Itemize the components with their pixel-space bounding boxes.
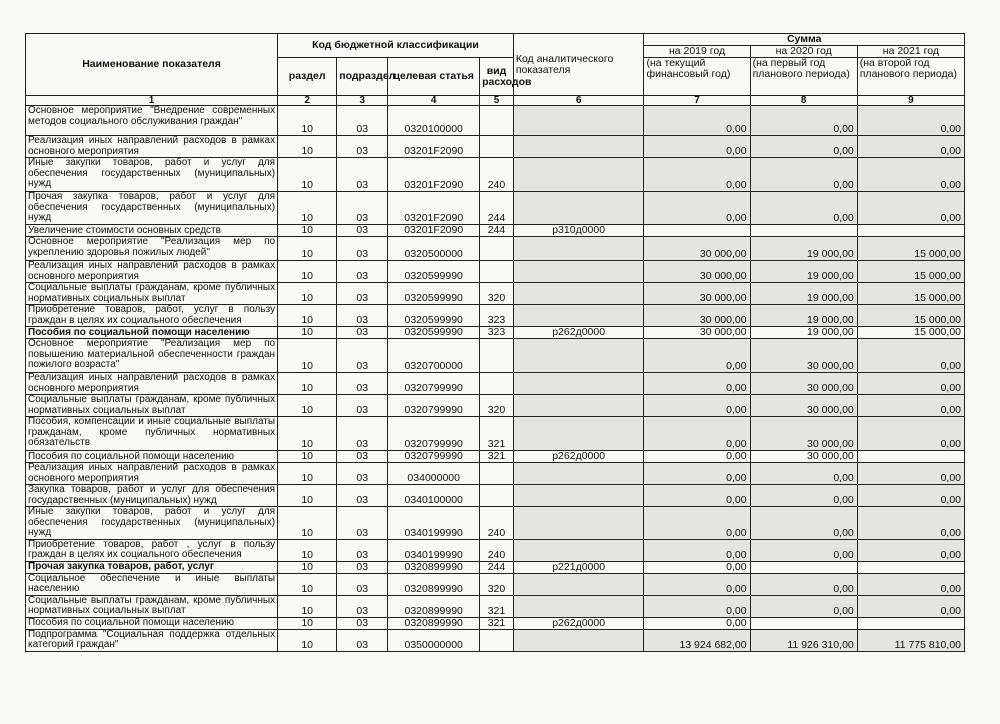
row-vid: 321 bbox=[480, 595, 514, 617]
row-razdel: 10 bbox=[278, 283, 337, 305]
row-razdel: 10 bbox=[278, 225, 337, 237]
row-analytic bbox=[513, 485, 644, 507]
header-2021: на 2021 год bbox=[857, 46, 964, 58]
row-razdel: 10 bbox=[278, 507, 337, 540]
row-sum-2021: 0,00 bbox=[857, 595, 964, 617]
row-sum-2019 bbox=[644, 225, 750, 237]
row-tselevaya: 0320599990 bbox=[388, 305, 480, 327]
row-sum-2021: 0,00 bbox=[857, 395, 964, 417]
row-podrazdel: 03 bbox=[337, 573, 388, 595]
row-sum-2019: 0,00 bbox=[644, 463, 750, 485]
row-sum-2021: 0,00 bbox=[857, 539, 964, 561]
row-sum-2021: 0,00 bbox=[857, 485, 964, 507]
row-vid bbox=[480, 373, 514, 395]
table-row bbox=[26, 327, 965, 339]
row-vid: 321 bbox=[480, 451, 514, 463]
row-podrazdel: 03 bbox=[337, 395, 388, 417]
row-podrazdel: 03 bbox=[337, 225, 388, 237]
row-podrazdel: 03 bbox=[337, 327, 388, 339]
row-sum-2020: 19 000,00 bbox=[750, 283, 857, 305]
row-podrazdel: 03 bbox=[337, 417, 388, 451]
row-sum-2019: 0,00 bbox=[644, 192, 750, 225]
row-sum-2019: 30 000,00 bbox=[644, 327, 750, 339]
row-name: Иные закупки товаров, работ и услуг для обеспечения государственных (муниципальных) нужд bbox=[26, 158, 278, 192]
row-razdel: 10 bbox=[278, 539, 337, 561]
row-podrazdel: 03 bbox=[337, 192, 388, 225]
row-analytic bbox=[513, 573, 644, 595]
row-sum-2019: 13 924 682,00 bbox=[644, 629, 750, 651]
table-row bbox=[26, 373, 965, 395]
table-row bbox=[26, 539, 965, 561]
col-number: 4 bbox=[388, 96, 480, 106]
table-row bbox=[26, 617, 965, 629]
row-podrazdel: 03 bbox=[337, 305, 388, 327]
table-row bbox=[26, 192, 965, 225]
row-sum-2021: 0,00 bbox=[857, 158, 964, 192]
row-tselevaya: 0340199990 bbox=[388, 539, 480, 561]
row-podrazdel: 03 bbox=[337, 237, 388, 261]
row-sum-2019: 0,00 bbox=[644, 158, 750, 192]
row-sum-2020: 30 000,00 bbox=[750, 417, 857, 451]
row-tselevaya: 0320899990 bbox=[388, 617, 480, 629]
header-tselevaya: целевая статья bbox=[388, 58, 480, 96]
row-sum-2021: 11 775 810,00 bbox=[857, 629, 964, 651]
row-podrazdel: 03 bbox=[337, 339, 388, 373]
row-name: Подпрограмма "Социальная поддержка отдельных категорий граждан" bbox=[26, 629, 278, 651]
row-sum-2020: 11 926 310,00 bbox=[750, 629, 857, 651]
row-sum-2019: 0,00 bbox=[644, 573, 750, 595]
row-sum-2020: 30 000,00 bbox=[750, 373, 857, 395]
header-2019: на 2019 год bbox=[644, 46, 750, 58]
row-name: Иные закупки товаров, работ и услуг для обеспечения государственных (муниципальных) нужд bbox=[26, 507, 278, 540]
row-sum-2020: 19 000,00 bbox=[750, 261, 857, 283]
row-razdel: 10 bbox=[278, 573, 337, 595]
row-podrazdel: 03 bbox=[337, 561, 388, 573]
header-vid: вид расходов bbox=[480, 58, 514, 96]
row-razdel: 10 bbox=[278, 463, 337, 485]
row-sum-2019: 0,00 bbox=[644, 339, 750, 373]
row-vid: 320 bbox=[480, 573, 514, 595]
row-sum-2019: 0,00 bbox=[644, 561, 750, 573]
row-sum-2021: 0,00 bbox=[857, 192, 964, 225]
row-sum-2020 bbox=[750, 617, 857, 629]
row-podrazdel: 03 bbox=[337, 283, 388, 305]
col-number: 7 bbox=[644, 96, 750, 106]
row-analytic bbox=[513, 237, 644, 261]
table-row bbox=[26, 485, 965, 507]
row-tselevaya: 034000000 bbox=[388, 463, 480, 485]
table-row bbox=[26, 237, 965, 261]
row-razdel: 10 bbox=[278, 158, 337, 192]
row-sum-2021: 0,00 bbox=[857, 339, 964, 373]
table-row bbox=[26, 305, 965, 327]
row-sum-2021: 0,00 bbox=[857, 417, 964, 451]
row-tselevaya: 0350000000 bbox=[388, 629, 480, 651]
row-tselevaya: 03201F2090 bbox=[388, 158, 480, 192]
row-razdel: 10 bbox=[278, 327, 337, 339]
row-name: Основное мероприятие "Реализация мер по повышению материальной обеспеченности граждан пожилого возраста" bbox=[26, 339, 278, 373]
row-razdel: 10 bbox=[278, 106, 337, 136]
table-row bbox=[26, 573, 965, 595]
row-sum-2020 bbox=[750, 561, 857, 573]
row-name: Основное мероприятие "Внедрение современных методов социального обслуживания граждан" bbox=[26, 106, 278, 136]
row-tselevaya: 0340100000 bbox=[388, 485, 480, 507]
row-vid: 323 bbox=[480, 327, 514, 339]
row-analytic: р221д0000 bbox=[513, 561, 644, 573]
row-vid: 323 bbox=[480, 305, 514, 327]
row-sum-2020: 19 000,00 bbox=[750, 327, 857, 339]
row-analytic: р262д0000 bbox=[513, 451, 644, 463]
row-sum-2020: 0,00 bbox=[750, 136, 857, 158]
row-podrazdel: 03 bbox=[337, 451, 388, 463]
row-podrazdel: 03 bbox=[337, 106, 388, 136]
row-analytic: р310д0000 bbox=[513, 225, 644, 237]
row-sum-2019: 0,00 bbox=[644, 417, 750, 451]
row-analytic bbox=[513, 192, 644, 225]
row-podrazdel: 03 bbox=[337, 261, 388, 283]
row-tselevaya: 0320100000 bbox=[388, 106, 480, 136]
row-razdel: 10 bbox=[278, 451, 337, 463]
row-tselevaya: 0320899990 bbox=[388, 595, 480, 617]
header-2019-sub: (на текущий финансовый год) bbox=[644, 58, 750, 96]
row-analytic: р262д0000 bbox=[513, 617, 644, 629]
row-sum-2021: 0,00 bbox=[857, 373, 964, 395]
header-budget-class: Код бюджетной классификации bbox=[278, 34, 514, 58]
row-sum-2021: 0,00 bbox=[857, 507, 964, 540]
col-number: 1 bbox=[26, 96, 278, 106]
row-sum-2019: 0,00 bbox=[644, 373, 750, 395]
row-podrazdel: 03 bbox=[337, 158, 388, 192]
row-sum-2020: 19 000,00 bbox=[750, 305, 857, 327]
row-sum-2019: 0,00 bbox=[644, 451, 750, 463]
row-razdel: 10 bbox=[278, 192, 337, 225]
table-row bbox=[26, 595, 965, 617]
row-sum-2019: 0,00 bbox=[644, 617, 750, 629]
row-name: Увеличение стоимости основных средств bbox=[26, 225, 278, 237]
table-row bbox=[26, 225, 965, 237]
row-name: Пособия, компенсации и иные социальные выплаты гражданам, кроме публичных нормативных обязательств bbox=[26, 417, 278, 451]
row-name: Пособия по социальной помощи населению bbox=[26, 451, 278, 463]
row-analytic bbox=[513, 507, 644, 540]
row-sum-2021: 15 000,00 bbox=[857, 327, 964, 339]
row-vid bbox=[480, 136, 514, 158]
row-sum-2021 bbox=[857, 561, 964, 573]
row-sum-2019: 30 000,00 bbox=[644, 305, 750, 327]
row-vid bbox=[480, 237, 514, 261]
row-vid: 321 bbox=[480, 417, 514, 451]
header-analytic: Код аналитического показателя bbox=[513, 34, 644, 96]
row-tselevaya: 0320500000 bbox=[388, 237, 480, 261]
row-tselevaya: 0320599990 bbox=[388, 261, 480, 283]
row-vid: 240 bbox=[480, 507, 514, 540]
table-row bbox=[26, 417, 965, 451]
table-row bbox=[26, 106, 965, 136]
row-razdel: 10 bbox=[278, 417, 337, 451]
row-vid: 321 bbox=[480, 617, 514, 629]
row-razdel: 10 bbox=[278, 136, 337, 158]
row-analytic: р262д0000 bbox=[513, 327, 644, 339]
row-analytic bbox=[513, 305, 644, 327]
row-sum-2020: 0,00 bbox=[750, 192, 857, 225]
row-sum-2019: 0,00 bbox=[644, 539, 750, 561]
row-name: Приобретение товаров, работ , услуг в пользу граждан в целях их социального обеспечения bbox=[26, 539, 278, 561]
row-sum-2021 bbox=[857, 225, 964, 237]
row-name: Прочая закупка товаров, работ и услуг для обеспечения государственных (муниципальных) нужд bbox=[26, 192, 278, 225]
col-number: 6 bbox=[513, 96, 644, 106]
header-2020-sub: (на первый год планового периода) bbox=[750, 58, 857, 96]
row-sum-2021: 0,00 bbox=[857, 106, 964, 136]
row-podrazdel: 03 bbox=[337, 617, 388, 629]
row-analytic bbox=[513, 373, 644, 395]
row-analytic bbox=[513, 136, 644, 158]
col-number: 2 bbox=[278, 96, 337, 106]
table-row bbox=[26, 136, 965, 158]
row-sum-2019: 0,00 bbox=[644, 507, 750, 540]
row-name: Реализация иных направлений расходов в рамках основного мероприятия bbox=[26, 373, 278, 395]
header-summa: Сумма bbox=[644, 34, 965, 46]
col-number: 9 bbox=[857, 96, 964, 106]
row-sum-2019: 0,00 bbox=[644, 395, 750, 417]
row-sum-2020: 0,00 bbox=[750, 539, 857, 561]
row-vid: 244 bbox=[480, 192, 514, 225]
header-name: Наименование показателя bbox=[26, 34, 278, 96]
row-name: Реализация иных направлений расходов в рамках основного мероприятия bbox=[26, 463, 278, 485]
row-podrazdel: 03 bbox=[337, 136, 388, 158]
row-sum-2021: 15 000,00 bbox=[857, 305, 964, 327]
row-vid bbox=[480, 339, 514, 373]
row-vid bbox=[480, 106, 514, 136]
row-sum-2019: 0,00 bbox=[644, 136, 750, 158]
row-name: Пособия по социальной помощи населению bbox=[26, 327, 278, 339]
row-analytic bbox=[513, 339, 644, 373]
table-row bbox=[26, 283, 965, 305]
row-sum-2019: 0,00 bbox=[644, 106, 750, 136]
row-sum-2020: 0,00 bbox=[750, 573, 857, 595]
row-name: Социальное обеспечение и иные выплаты населению bbox=[26, 573, 278, 595]
col-number: 8 bbox=[750, 96, 857, 106]
row-vid bbox=[480, 485, 514, 507]
row-razdel: 10 bbox=[278, 629, 337, 651]
row-vid bbox=[480, 261, 514, 283]
row-sum-2020: 19 000,00 bbox=[750, 237, 857, 261]
col-number: 3 bbox=[337, 96, 388, 106]
row-vid: 240 bbox=[480, 539, 514, 561]
row-vid bbox=[480, 463, 514, 485]
row-tselevaya: 0320799990 bbox=[388, 395, 480, 417]
row-tselevaya: 0320899990 bbox=[388, 561, 480, 573]
row-tselevaya: 0320799990 bbox=[388, 451, 480, 463]
row-tselevaya: 0320599990 bbox=[388, 327, 480, 339]
row-analytic bbox=[513, 629, 644, 651]
row-sum-2021: 0,00 bbox=[857, 136, 964, 158]
row-sum-2021: 0,00 bbox=[857, 573, 964, 595]
row-analytic bbox=[513, 463, 644, 485]
header-razdel: раздел bbox=[278, 58, 337, 96]
row-analytic bbox=[513, 106, 644, 136]
row-analytic bbox=[513, 261, 644, 283]
row-name: Социальные выплаты гражданам, кроме публичных нормативных социальных выплат bbox=[26, 395, 278, 417]
row-sum-2021 bbox=[857, 451, 964, 463]
row-tselevaya: 03201F2090 bbox=[388, 136, 480, 158]
row-podrazdel: 03 bbox=[337, 373, 388, 395]
row-sum-2021: 15 000,00 bbox=[857, 237, 964, 261]
table-row bbox=[26, 451, 965, 463]
row-tselevaya: 0320899990 bbox=[388, 573, 480, 595]
row-vid: 320 bbox=[480, 395, 514, 417]
row-sum-2020: 0,00 bbox=[750, 158, 857, 192]
table-row bbox=[26, 395, 965, 417]
row-razdel: 10 bbox=[278, 395, 337, 417]
row-podrazdel: 03 bbox=[337, 539, 388, 561]
row-razdel: 10 bbox=[278, 237, 337, 261]
row-tselevaya: 03201F2090 bbox=[388, 225, 480, 237]
row-sum-2020: 0,00 bbox=[750, 507, 857, 540]
table-row bbox=[26, 507, 965, 540]
row-tselevaya: 0320700000 bbox=[388, 339, 480, 373]
row-vid bbox=[480, 629, 514, 651]
row-vid: 240 bbox=[480, 158, 514, 192]
row-sum-2019: 0,00 bbox=[644, 595, 750, 617]
row-sum-2020: 0,00 bbox=[750, 106, 857, 136]
col-number: 5 bbox=[480, 96, 514, 106]
row-razdel: 10 bbox=[278, 485, 337, 507]
row-name: Прочая закупка товаров, работ, услуг bbox=[26, 561, 278, 573]
header-podrazdel: подраздел bbox=[337, 58, 388, 96]
row-name: Основное мероприятие "Реализация мер по укреплению здоровья пожилых людей" bbox=[26, 237, 278, 261]
row-analytic bbox=[513, 158, 644, 192]
row-analytic bbox=[513, 283, 644, 305]
row-name: Пособия по социальной помощи населению bbox=[26, 617, 278, 629]
row-podrazdel: 03 bbox=[337, 463, 388, 485]
row-razdel: 10 bbox=[278, 373, 337, 395]
row-analytic bbox=[513, 539, 644, 561]
row-vid: 320 bbox=[480, 283, 514, 305]
row-name: Закупка товаров, работ и услуг для обеспечения государственных (муниципальных) нужд bbox=[26, 485, 278, 507]
table-row bbox=[26, 629, 965, 651]
row-sum-2020: 30 000,00 bbox=[750, 451, 857, 463]
row-name: Реализация иных направлений расходов в рамках основного мероприятия bbox=[26, 136, 278, 158]
row-podrazdel: 03 bbox=[337, 629, 388, 651]
row-name: Реализация иных направлений расходов в рамках основного мероприятия bbox=[26, 261, 278, 283]
header-2020: на 2020 год bbox=[750, 46, 857, 58]
row-vid: 244 bbox=[480, 561, 514, 573]
header-2021-sub: (на второй год планового периода) bbox=[857, 58, 964, 96]
row-razdel: 10 bbox=[278, 339, 337, 373]
table-row bbox=[26, 261, 965, 283]
row-tselevaya: 03201F2090 bbox=[388, 192, 480, 225]
row-podrazdel: 03 bbox=[337, 507, 388, 540]
row-sum-2020: 0,00 bbox=[750, 463, 857, 485]
row-sum-2021: 15 000,00 bbox=[857, 283, 964, 305]
row-tselevaya: 0320799990 bbox=[388, 373, 480, 395]
row-sum-2021: 0,00 bbox=[857, 463, 964, 485]
row-sum-2019: 30 000,00 bbox=[644, 261, 750, 283]
row-tselevaya: 0320599990 bbox=[388, 283, 480, 305]
row-sum-2020 bbox=[750, 225, 857, 237]
row-podrazdel: 03 bbox=[337, 485, 388, 507]
row-razdel: 10 bbox=[278, 305, 337, 327]
row-analytic bbox=[513, 595, 644, 617]
row-razdel: 10 bbox=[278, 561, 337, 573]
table-body bbox=[26, 106, 965, 652]
table-row bbox=[26, 339, 965, 373]
row-sum-2019: 30 000,00 bbox=[644, 283, 750, 305]
row-tselevaya: 0320799990 bbox=[388, 417, 480, 451]
row-sum-2019: 0,00 bbox=[644, 485, 750, 507]
budget-table bbox=[25, 33, 965, 652]
table-row bbox=[26, 561, 965, 573]
row-name: Приобретение товаров, работ, услуг в пользу граждан в целях их социального обеспечения bbox=[26, 305, 278, 327]
row-sum-2020: 30 000,00 bbox=[750, 395, 857, 417]
row-analytic bbox=[513, 395, 644, 417]
row-sum-2021: 15 000,00 bbox=[857, 261, 964, 283]
table-row bbox=[26, 158, 965, 192]
row-sum-2019: 30 000,00 bbox=[644, 237, 750, 261]
row-analytic bbox=[513, 417, 644, 451]
row-name: Социальные выплаты гражданам, кроме публичных нормативных социальных выплат bbox=[26, 283, 278, 305]
row-razdel: 10 bbox=[278, 595, 337, 617]
table-row bbox=[26, 463, 965, 485]
row-name: Социальные выплаты гражданам, кроме публичных нормативных социальных выплат bbox=[26, 595, 278, 617]
row-razdel: 10 bbox=[278, 617, 337, 629]
row-vid: 244 bbox=[480, 225, 514, 237]
row-razdel: 10 bbox=[278, 261, 337, 283]
row-sum-2020: 0,00 bbox=[750, 595, 857, 617]
row-sum-2020: 0,00 bbox=[750, 485, 857, 507]
row-podrazdel: 03 bbox=[337, 595, 388, 617]
row-tselevaya: 0340199990 bbox=[388, 507, 480, 540]
row-sum-2020: 30 000,00 bbox=[750, 339, 857, 373]
row-sum-2021 bbox=[857, 617, 964, 629]
